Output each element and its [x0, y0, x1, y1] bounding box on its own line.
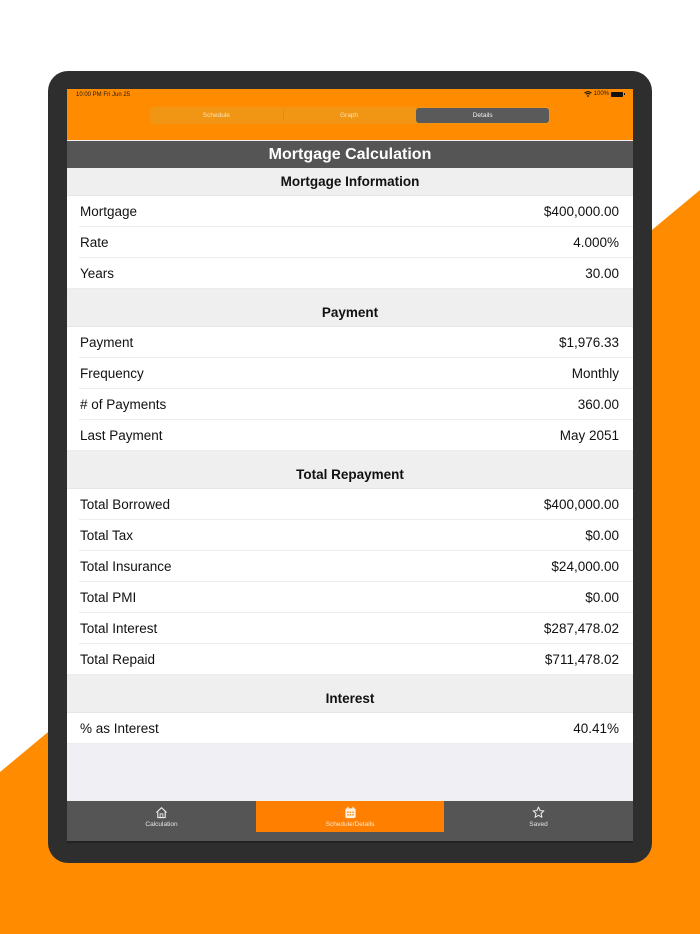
- navigation-header: [67, 89, 633, 140]
- row-value: $711,478.02: [544, 652, 619, 667]
- row-total-tax: [67, 520, 633, 551]
- row-label: % as Interest: [80, 721, 159, 736]
- row-years: [67, 258, 633, 289]
- status-time: 10:00 PM Fri Jun 25: [76, 92, 131, 98]
- wifi-icon: [584, 91, 592, 97]
- section-header-mortgage-information: Mortgage Information: [67, 168, 633, 196]
- row-label: Mortgage: [80, 204, 138, 219]
- app-screen: [67, 89, 633, 843]
- row-value: May 2051: [559, 428, 619, 443]
- tab-label: Calculation: [145, 820, 178, 828]
- row-label: Total Repaid: [80, 652, 156, 667]
- row-label: Payment: [80, 335, 134, 350]
- tab-bar: [67, 801, 633, 843]
- calendar-icon: [344, 806, 357, 819]
- section-header-total-repayment: Total Repayment: [67, 451, 633, 489]
- row-payment: [67, 327, 633, 358]
- section-header-interest: Interest: [67, 675, 633, 713]
- tab-label: Saved: [529, 820, 548, 828]
- row-value: 30.00: [585, 266, 619, 281]
- row-label: Frequency: [80, 366, 144, 381]
- row-total-pmi: [67, 582, 633, 613]
- row-value: 4.000%: [573, 235, 619, 250]
- details-list: [67, 168, 633, 744]
- tab-saved[interactable]: [444, 801, 633, 832]
- row-label: Total Insurance: [80, 559, 172, 574]
- tab-label: Schedule/Details: [325, 820, 375, 828]
- row-label: Total Borrowed: [80, 497, 171, 512]
- segment-details[interactable]: Details: [416, 108, 549, 123]
- row-label: Total Tax: [80, 528, 134, 543]
- row-rate: [67, 227, 633, 258]
- row-label: Last Payment: [80, 428, 163, 443]
- star-icon: [532, 806, 545, 819]
- tab-calculation[interactable]: [67, 801, 256, 832]
- row-total-insurance: [67, 551, 633, 582]
- row-value: $287,478.02: [543, 621, 619, 636]
- row-last-payment: [67, 420, 633, 451]
- row-value: Monthly: [571, 366, 619, 381]
- row-value: $1,976.33: [558, 335, 619, 350]
- row-value: $24,000.00: [551, 559, 619, 574]
- row-label: Rate: [80, 235, 109, 250]
- row-value: $0.00: [585, 590, 619, 605]
- segment-schedule[interactable]: Schedule: [202, 112, 230, 119]
- house-icon: [155, 806, 168, 819]
- battery-icon: [611, 92, 623, 97]
- row-total-borrowed: [67, 489, 633, 520]
- row-label: Years: [80, 266, 115, 281]
- section-header-payment: Payment: [67, 289, 633, 327]
- row-total-repaid: [67, 644, 633, 675]
- tab-schedule-details[interactable]: [256, 801, 444, 832]
- row-label: Total Interest: [80, 621, 158, 636]
- row-value: 360.00: [577, 397, 619, 412]
- row-label: Total PMI: [80, 590, 137, 605]
- row-value: 40.41%: [573, 721, 619, 736]
- row-number-of-payments: [67, 389, 633, 420]
- view-segmented-control: [150, 107, 550, 124]
- row-mortgage: [67, 196, 633, 227]
- battery-percent: 100%: [593, 91, 609, 97]
- row-frequency: [67, 358, 633, 389]
- row-percent-as-interest: [67, 713, 633, 744]
- status-indicators: [584, 91, 623, 97]
- row-label: # of Payments: [80, 397, 167, 412]
- row-value: $400,000.00: [543, 204, 619, 219]
- row-value: $400,000.00: [543, 497, 619, 512]
- row-total-interest: [67, 613, 633, 644]
- page-title: Mortgage Calculation: [67, 141, 633, 168]
- segment-graph[interactable]: Graph: [283, 107, 416, 124]
- row-value: $0.00: [585, 528, 619, 543]
